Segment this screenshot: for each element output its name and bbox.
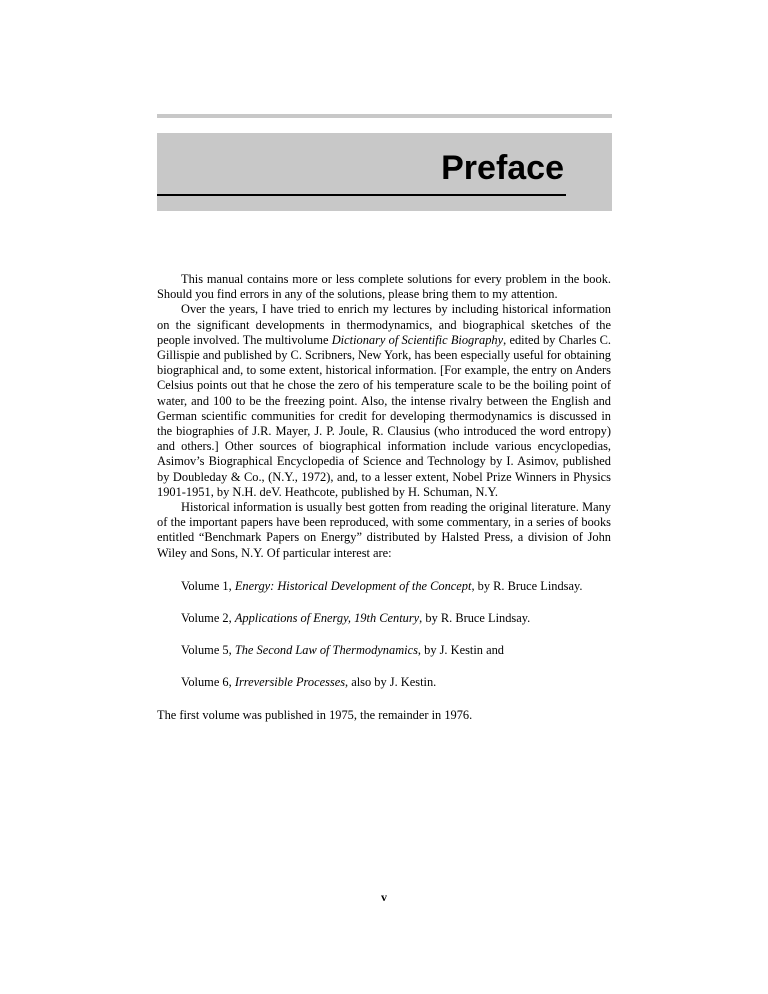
top-rule: [157, 114, 612, 118]
paragraph-intro: This manual contains more or less complete solutions for every problem in the book. Should you find errors in any of the solutions, please bring them to my attention.: [157, 272, 611, 302]
closing-sentence: The first volume was published in 1975, the remainder in 1976.: [157, 707, 473, 722]
page-number: v: [381, 890, 387, 904]
volume-prefix: Volume 5,: [181, 643, 235, 658]
volume-item: [181, 579, 611, 594]
paragraph-literature: Historical information is usually best gotten from reading the original literature. Many of the important papers have been reproduced, with some commentary, in a series of books entitled “Benchmark Papers on Energy” distributed by Halsted Press, a division of John Wiley and Sons, N.Y. Of particular interest are:: [157, 500, 611, 560]
volume-suffix: , by R. Bruce Lindsay.: [419, 611, 531, 626]
volume-suffix: , also by J. Kestin.: [345, 675, 437, 690]
volume-item: [181, 611, 611, 626]
title-underline: [157, 194, 566, 196]
volume-prefix: Volume 1,: [181, 578, 235, 593]
volume-item: [181, 675, 611, 690]
preface-body: [157, 272, 611, 723]
volume-title: Applications of Energy, 19th Century: [234, 611, 420, 626]
volume-prefix: Volume 2,: [181, 611, 235, 626]
title-banner: [157, 133, 612, 211]
page-title: Preface: [441, 149, 564, 187]
volume-suffix: , by R. Bruce Lindsay.: [471, 578, 583, 593]
volume-title: The Second Law of Thermodynamics: [234, 643, 418, 658]
volume-title: Irreversible Processes: [234, 675, 346, 690]
paragraph-biography: [157, 302, 611, 500]
paragraph-biography-part1: Over the years, I have tried to enrich my lectures by including historical information on the significant developments in thermodynamics, and biographical sketches of the people involved. The multivolume: [157, 302, 611, 347]
volume-prefix: Volume 6,: [181, 675, 235, 690]
volume-title: Energy: Historical Development of the Concept: [234, 578, 472, 593]
volume-item: [181, 643, 611, 658]
volume-suffix: , by J. Kestin and: [417, 643, 504, 658]
volume-list: [157, 579, 611, 691]
dictionary-title: Dictionary of Scientific Biography: [331, 332, 504, 347]
paragraph-biography-part2: , edited by Charles C. Gillispie and published by C. Scribners, New York, has been especially useful for obtaining biographical and, to some extent, historical information. [For example, the entry on Anders Celsius points out that he chose the zero of his temperature scale to be the boiling point of water, and 100 to be the freezing point. Also, the intense rivalry between the English and German scientific communities for credit for developing thermodynamics is discussed in the biographies of J.R. Mayer, J. P. Joule, R. Clausius (who introduced the word entropy) and others.] Other sources of biographical information include various encyclopedias, Asimov’s Biographical Encyclopedia of Science and Technology by I. Asimov, published by Doubleday & Co., (N.Y., 1972), and, to a lesser extent, Nobel Prize Winners in Physics 1901-1951, by N.H. deV. Heathcote, published by H. Schuman, N.Y.: [157, 332, 611, 499]
